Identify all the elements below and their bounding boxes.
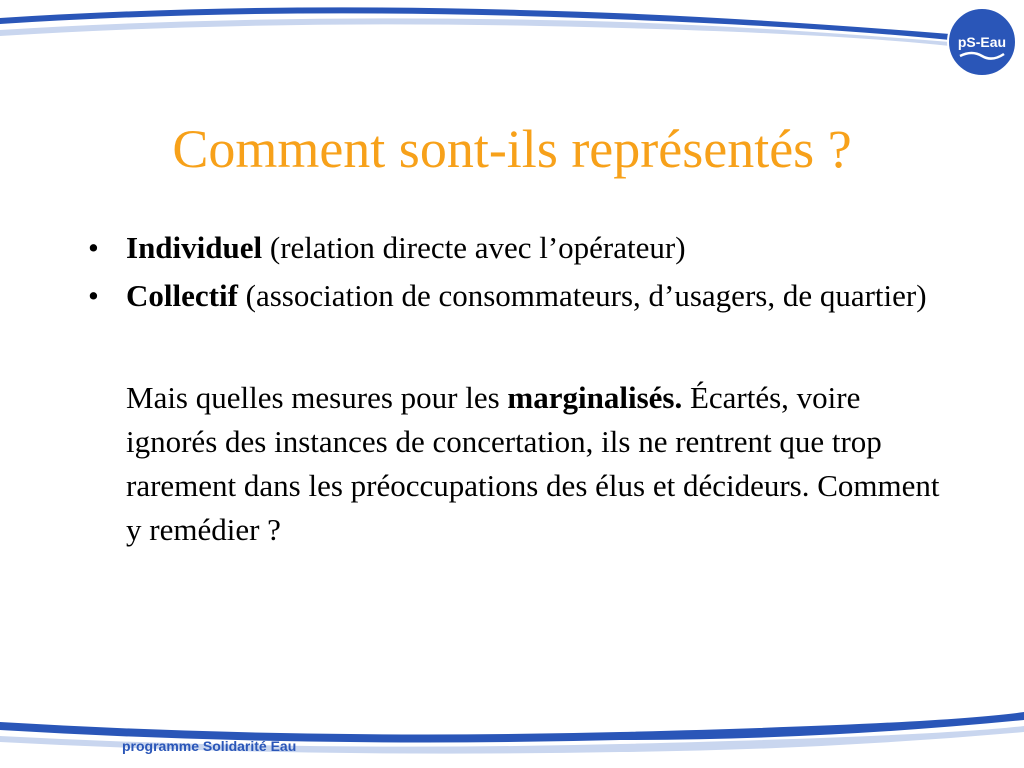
- bullet-icon: •: [88, 278, 99, 313]
- slide-title: Comment sont-ils représentés ?: [172, 119, 852, 180]
- bullet-text: (relation directe avec l’opérateur): [262, 230, 686, 265]
- slide-content: [88, 226, 958, 552]
- body-paragraph: [88, 376, 958, 552]
- bullet-term: Individuel: [126, 230, 263, 265]
- bullet-icon: •: [88, 230, 99, 265]
- bullet-term: Collectif: [126, 278, 238, 313]
- footer-label: programme Solidarité Eau: [122, 738, 297, 754]
- bullet-item-collectif: [88, 274, 958, 318]
- bullet-item-individuel: [88, 226, 958, 270]
- paragraph-lead: Mais quelles mesures pour les: [126, 380, 508, 415]
- paragraph-emphasis: marginalisés.: [507, 380, 683, 415]
- bullet-text: (association de consommateurs, d’usagers, de quartier): [237, 278, 927, 313]
- paragraph-rest: Écartés, voire ignorés des instances de concertation, ils ne rentrent que trop rarement dans les préoccupations des élus et décideurs. Comment y remédier ?: [126, 380, 940, 547]
- logo-label: pS-Eau: [957, 34, 1007, 50]
